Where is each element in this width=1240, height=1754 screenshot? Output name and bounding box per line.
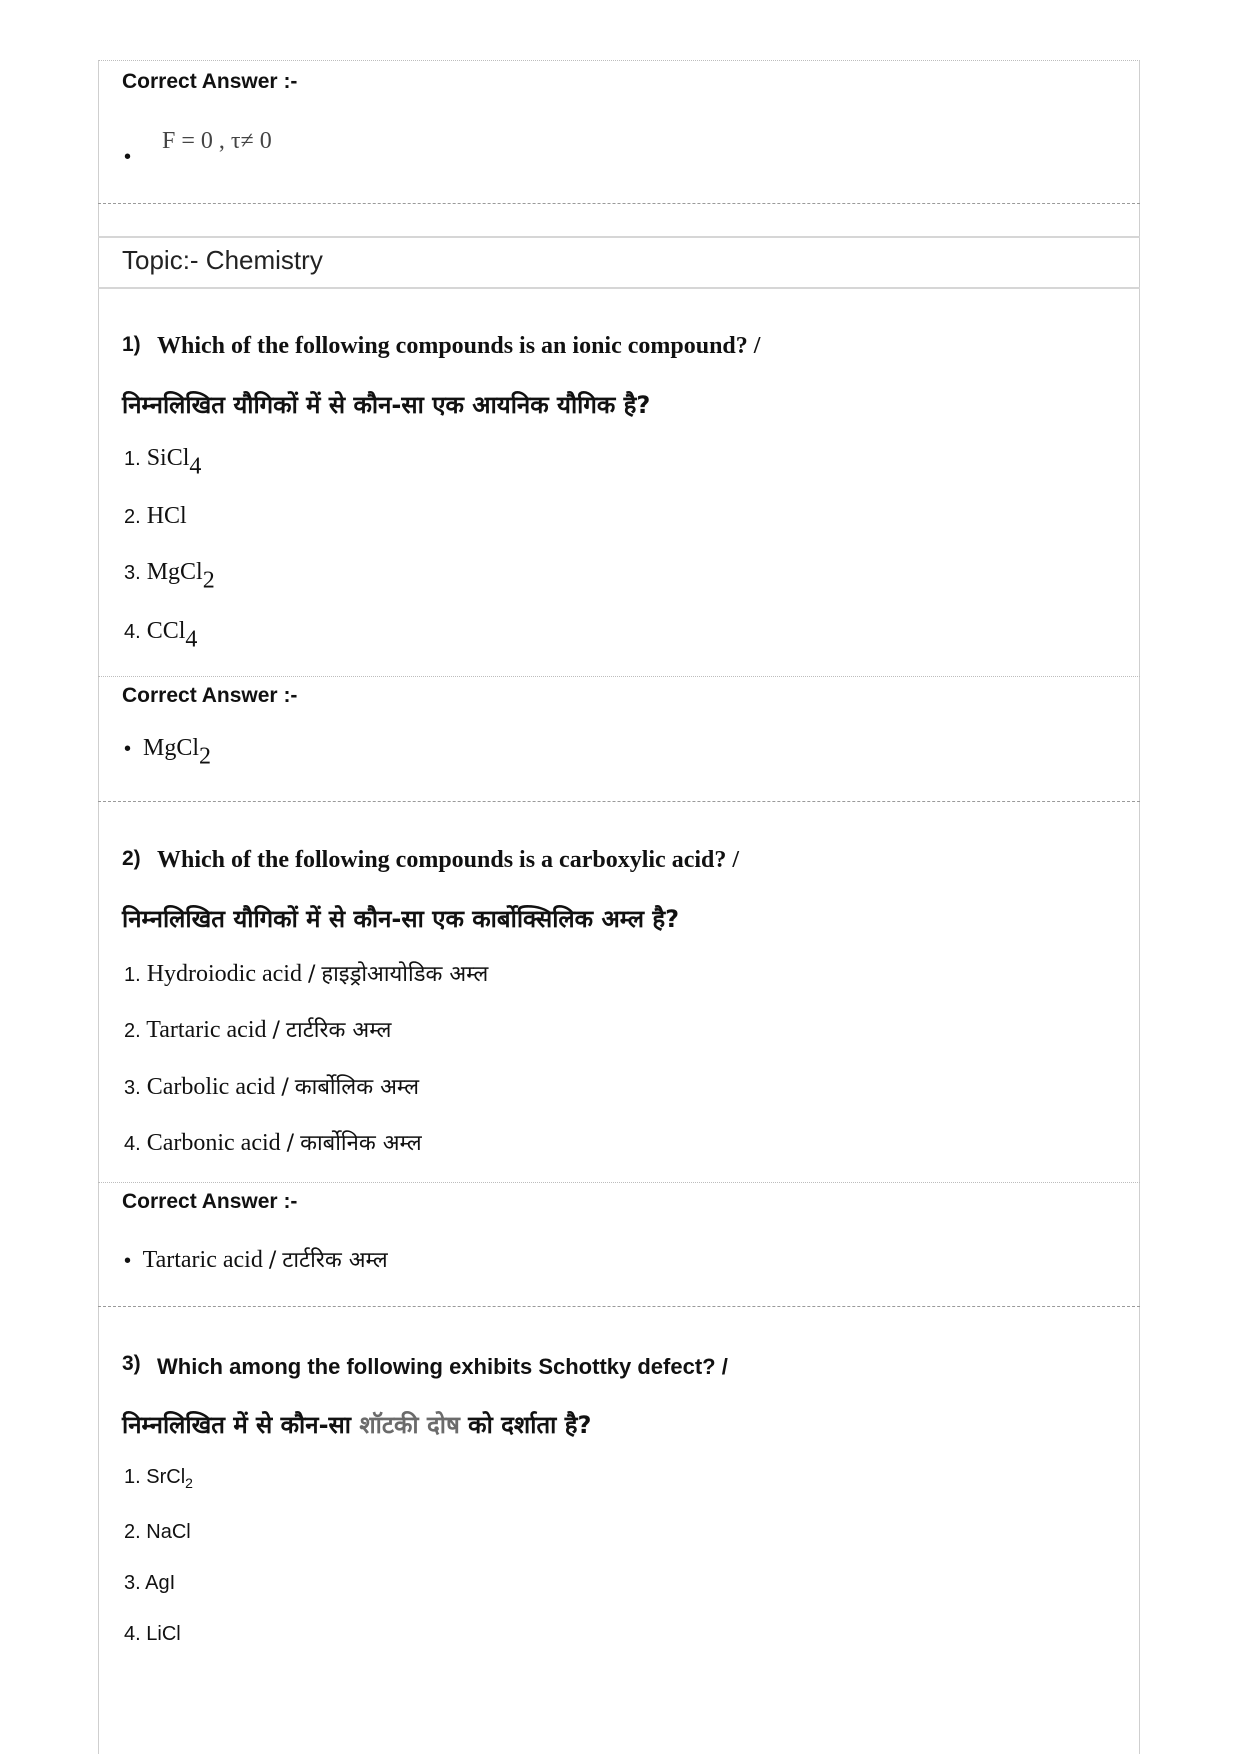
topic-top-border bbox=[98, 236, 1140, 238]
correct-answer-label: Correct Answer :- bbox=[122, 1190, 298, 1213]
section-divider bbox=[98, 1306, 1140, 1307]
topic-bottom-border bbox=[98, 287, 1140, 289]
correct-answer-value: • MgCl$_2$ bbox=[124, 735, 212, 770]
option-item: 3. AgI bbox=[124, 1572, 176, 1594]
question-text-en: Which of the following compounds is a carboxylic acid? / bbox=[157, 847, 740, 873]
answer-divider bbox=[98, 1182, 1140, 1183]
topic-heading: Topic:- Chemistry bbox=[122, 245, 323, 275]
question-number: 2) bbox=[122, 847, 141, 870]
section-divider bbox=[98, 801, 1140, 802]
question-text-hi: निम्नलिखित में से कौन-सा शॉटकी दोष को दर्शाता है? bbox=[122, 1411, 592, 1439]
answer-formula: F = 0 , τ≠ 0 bbox=[162, 128, 272, 154]
correct-answer-label: Correct Answer :- bbox=[122, 684, 298, 707]
option-item: 1. Hydroiodic acid / हाइड्रोआयोडिक अम्ल bbox=[124, 961, 489, 987]
option-item: 2. NaCl bbox=[124, 1521, 191, 1543]
option-item: 2. HCl bbox=[124, 503, 187, 529]
option-item: 1. SrCl$_2$ bbox=[124, 1466, 193, 1491]
question-text-en: Which of the following compounds is an ionic compound? / bbox=[157, 333, 761, 359]
option-item: 2. Tartaric acid / टार्टरिक अम्ल bbox=[124, 1017, 392, 1043]
option-item: 3. MgCl$_2$ bbox=[124, 559, 215, 594]
question-text-en: Which among the following exhibits Schottky defect? / bbox=[157, 1354, 728, 1379]
question-text-hi: निम्नलिखित यौगिकों में से कौन-सा एक आयनिक यौगिक है? bbox=[122, 391, 651, 419]
option-item: 4. CCl$_4$ bbox=[124, 618, 198, 653]
correct-answer-label: Correct Answer :- bbox=[122, 70, 298, 93]
option-item: 4. LiCl bbox=[124, 1623, 181, 1645]
question-number: 3) bbox=[122, 1352, 141, 1375]
option-item: 1. SiCl$_4$ bbox=[124, 445, 202, 480]
option-item: 3. Carbolic acid / कार्बोलिक अम्ल bbox=[124, 1074, 420, 1100]
correct-answer-value: • Tartaric acid / टार्टरिक अम्ल bbox=[124, 1247, 388, 1273]
answer-divider bbox=[98, 676, 1140, 677]
question-text-hi: निम्नलिखित यौगिकों में से कौन-सा एक कार्बोक्सिलिक अम्ल है? bbox=[122, 905, 680, 933]
option-item: 4. Carbonic acid / कार्बोनिक अम्ल bbox=[124, 1130, 422, 1156]
question-number: 1) bbox=[122, 333, 141, 356]
answer-bullet: • bbox=[124, 146, 132, 168]
section-divider bbox=[98, 203, 1140, 204]
